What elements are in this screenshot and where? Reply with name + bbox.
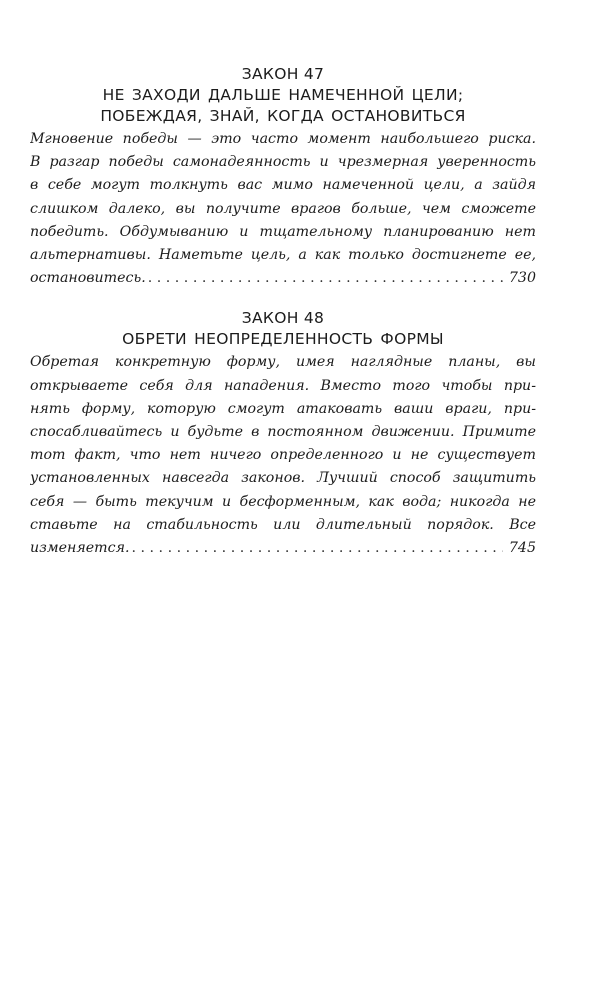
- summary-last-words: изменяется.: [30, 540, 130, 557]
- summary-last-line: [30, 267, 536, 290]
- summary-line: в себе могут толкнуть вас мимо намеченной цели, а зайдя: [30, 177, 536, 194]
- summary-line: ставьте на стабильность или длительный порядок. Все: [30, 516, 536, 533]
- page-number-link[interactable]: 730: [508, 270, 536, 287]
- summary-line: установленных навсегда законов. Лучший способ защитить: [30, 470, 536, 487]
- law-number: ЗАКОН 48: [241, 309, 325, 328]
- law-number: ЗАКОН 47: [241, 65, 325, 83]
- summary-line: победить. Обдумыванию и тщательному планированию нет: [30, 223, 536, 240]
- summary-line: себя — быть текучим и бесформенным, как вода; никогда не: [30, 493, 536, 510]
- summary-last-words: остановитесь.: [30, 270, 146, 287]
- summary-line: слишком далеко, вы получите врагов больше, чем сможете: [30, 200, 536, 217]
- law-title-line-1: ОБРЕТИ НЕОПРЕДЕЛЕННОСТЬ ФОРМЫ: [122, 330, 444, 349]
- summary-line: Обретая конкретную форму, имея наглядные планы, вы: [30, 354, 536, 371]
- summary-line: В разгар победы самонадеянность и чрезмерная уверенность: [30, 154, 536, 171]
- law-summary: [30, 128, 536, 290]
- dot-leader: [148, 267, 503, 290]
- law-title-line-2: ПОБЕЖДАЯ, ЗНАЙ, КОГДА ОСТАНОВИТЬСЯ: [100, 107, 466, 125]
- page-number-link[interactable]: 745: [508, 540, 536, 557]
- summary-line: нять форму, которую смогут атаковать ваши враги, при-: [30, 400, 536, 417]
- toc-entry-law-47: [30, 64, 536, 290]
- toc-entry-law-48: [30, 308, 536, 560]
- law-summary: [30, 351, 536, 560]
- summary-last-line: [30, 537, 536, 560]
- summary-line: спосабливайтесь и будьте в постоянном движении. Примите: [30, 424, 536, 441]
- summary-line: тот факт, что нет ничего определенного и не существует: [30, 447, 536, 464]
- dot-leader: [131, 537, 502, 560]
- table-of-contents-page: [30, 64, 536, 578]
- summary-line: альтернативы. Наметьте цель, а как только достигнете ее,: [30, 247, 536, 264]
- summary-line: Мгновение победы — это часто момент наибольшего риска.: [30, 131, 536, 147]
- law-title-line-1: НЕ ЗАХОДИ ДАЛЬШЕ НАМЕЧЕННОЙ ЦЕЛИ;: [102, 86, 464, 104]
- summary-line: открываете себя для нападения. Вместо того чтобы при-: [30, 377, 536, 394]
